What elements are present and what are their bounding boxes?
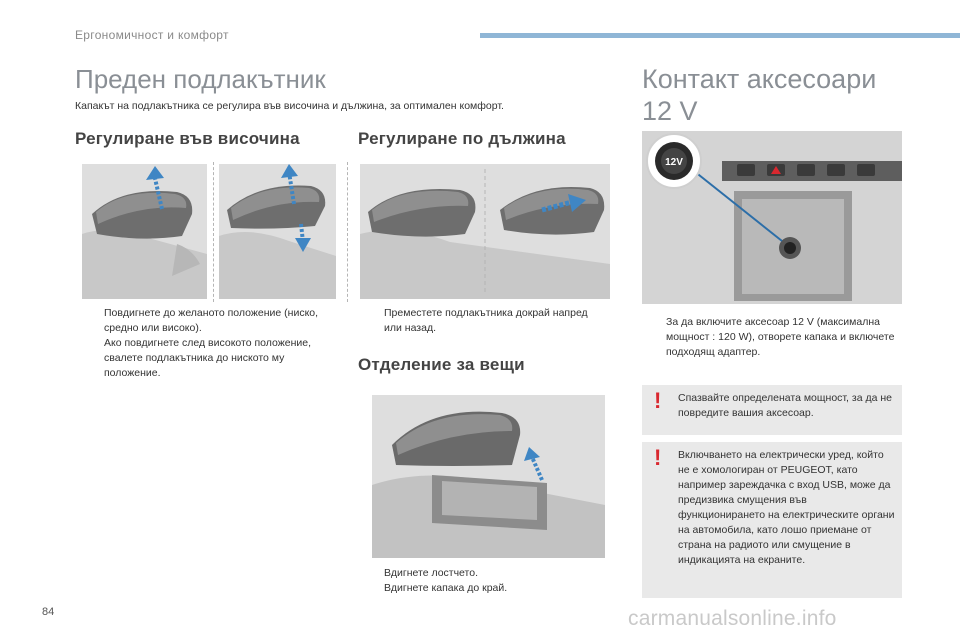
- warning-text-usb: Включването на електрически уред, който не е хомологиран от PEUGEOT, като например зареждачка с вход USB, може да предизвика смущения във функционирането на електрическите органи на автомобила, като лошо приемане от страна на радиото или смущение в индикацията на екраните.: [678, 449, 895, 566]
- socket-12v-label: 12V: [665, 157, 683, 168]
- section-header: Ергономичност и комфорт: [75, 28, 229, 42]
- column-separator: [347, 162, 348, 302]
- socket-illustration: [642, 131, 902, 304]
- height-bullet-2: Ако повдигнете след високото положение, свалете подлакътника до ниското му положение.: [104, 337, 312, 379]
- page-title: Преден подлакътник: [75, 64, 326, 94]
- warning-box-power: [642, 385, 902, 435]
- height-heading: Регулиране във височина: [75, 129, 300, 148]
- socket-title-line2: 12 V: [642, 96, 698, 126]
- warning-icon: !: [654, 388, 662, 413]
- storage-photo: [372, 395, 605, 558]
- page-number: 84: [42, 606, 55, 618]
- warning-text-power: Спазвайте определената мощност, за да не повредите вашия аксесоар.: [678, 392, 892, 419]
- length-heading: Регулиране по дължина: [358, 129, 566, 148]
- socket-bullet-list: [646, 315, 896, 360]
- storage-bullet-list: [364, 566, 594, 596]
- socket-photo: [642, 131, 902, 304]
- length-bullet-1: Преместете подлакътника докрай напред или назад.: [384, 307, 588, 334]
- armrest-low-photo: [82, 164, 207, 299]
- storage-bullet-2: Вдигнете капака до край.: [384, 582, 508, 594]
- storage-illustration: [372, 395, 605, 558]
- intro-text: Капакът на подлакътника се регулира във височина и дължина, за оптимален комфорт.: [75, 100, 504, 112]
- armrest-slide-illustration: [360, 164, 610, 299]
- watermark-text: carmanualsonline.info: [628, 607, 837, 630]
- socket-title-line1: Контакт аксесоари: [642, 64, 877, 94]
- socket-bullet-1: За да включите аксесоар 12 V (максимална мощност : 120 W), отворете капака и включете подходящ адаптер.: [666, 316, 895, 358]
- warning-icon: !: [654, 445, 662, 470]
- storage-heading: Отделение за вещи: [358, 355, 525, 374]
- header-accent-bar: [480, 33, 960, 38]
- storage-bullet-1: Вдигнете лостчето.: [384, 567, 478, 579]
- armrest-high-illustration: [219, 164, 336, 299]
- image-separator: [213, 162, 214, 302]
- length-bullet-list: [364, 306, 594, 336]
- height-bullet-1: Повдигнете до желаното положение (ниско, средно или високо).: [104, 307, 319, 334]
- armrest-high-photo: [219, 164, 336, 299]
- warning-box-usb: [642, 442, 902, 598]
- height-bullet-list: [84, 306, 334, 381]
- armrest-low-illustration: [82, 164, 207, 299]
- armrest-slide-photo: [360, 164, 610, 299]
